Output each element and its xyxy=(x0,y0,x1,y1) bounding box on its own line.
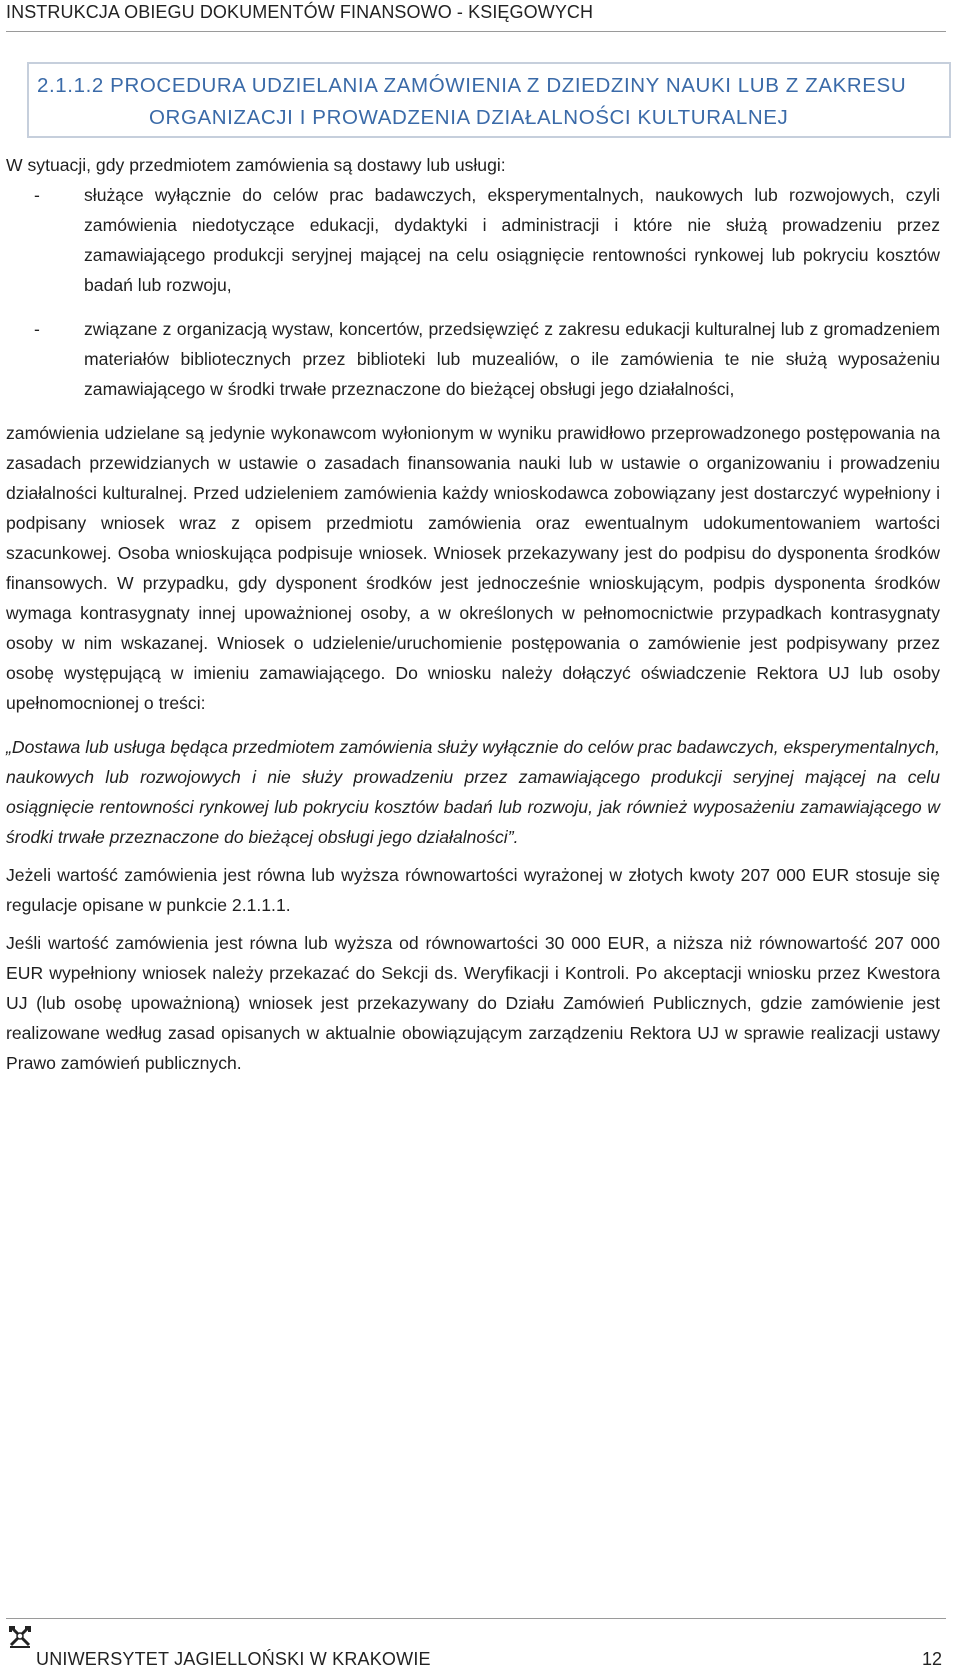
paragraph-procedure: zamówienia udzielane są jedynie wykonawcom wyłonionym w wyniku prawidłowo przeprowadzonego postępowania na zasadach przewidzianych w ustawie o zasadach finansowania nauki lub w ustawie o organizowaniu i prowadzeniu działalności kulturalnej. Przed udzieleniem zamówienia każdy wnioskodawca zobowiązany jest dostarczyć wypełniony i podpisany wniosek wraz z opisem przedmiotu zamówienia oraz ewentualnym udokumentowaniem wartości szacunkowej. Osoba wnioskująca podpisuje wniosek. Wniosek przekazywany jest do podpisu do dysponenta środków finansowych. W przypadku, gdy dysponent środków jest jednocześnie wnioskującym, podpis dysponenta środków wymaga kontrasygnaty innej upoważnionej osoby, a w określonych w pełnomocnictwie przypadkach kontrasygnaty osoby w nim wskazanej. Wniosek o udzielenie/uruchomienie postępowania o zamówienie jest podpisywany przez osobę występującą w imieniu zamawiającego. Do wniosku należy dołączyć oświadczenie Rektora UJ lub osoby upełnomocnionej o treści: xyxy=(6,423,940,713)
section-title xyxy=(37,70,939,134)
section-title-line1: 2.1.1.2 PROCEDURA UDZIELANIA ZAMÓWIENIA Z DZIEDZINY NAUKI LUB Z ZAKRESU xyxy=(37,74,907,97)
list-item xyxy=(6,180,940,300)
section-heading-box xyxy=(27,62,951,138)
page-number: 12 xyxy=(921,1649,942,1669)
document-body xyxy=(6,150,940,1078)
paragraph-threshold-high: Jeżeli wartość zamówienia jest równa lub wyższa równowartości wyrażonej w złotych kwoty 207 000 EUR stosuje się regulacje opisane w punkcie 2.1.1.1. xyxy=(6,865,940,915)
section-title-line2: ORGANIZACJI I PROWADZENIA DZIAŁALNOŚCI KULTURALNEJ xyxy=(149,106,789,129)
intro-text: W sytuacji, gdy przedmiotem zamówienia są dostawy lub usługi: xyxy=(6,155,506,175)
list-item-text: służące wyłącznie do celów prac badawczych, eksperymentalnych, naukowych lub rozwojowych, czyli zamówienia niedotyczące edukacji, dydaktyki i administracji i które nie służą prowadzeniu przez zamawiającego produkcji seryjnej mającej na celu osiągnięcie rentowności rynkowej lub pokryciu kosztów badań lub rozwoju, xyxy=(84,185,940,295)
list-dash: - xyxy=(34,185,40,205)
page-footer xyxy=(6,1618,946,1671)
institution-name: UNIWERSYTET JAGIELLOŃSKI W KRAKOWIE xyxy=(36,1649,431,1669)
list-item xyxy=(6,314,940,404)
paragraph-threshold-mid: Jeśli wartość zamówienia jest równa lub wyższa od równowartości 30 000 EUR, a niższa niż równowartość 207 000 EUR wypełniony wniosek należy przekazać do Sekcji ds. Weryfikacji i Kontroli. Po akceptacji wniosku przez Kwestora UJ (lub osobę upoważnioną) wniosek jest przekazywany do Działu Zamówień Publicznych, gdzie zamówienie jest realizowane według zasad opisanych w aktualnie obowiązującym zarządzeniu Rektora UJ w sprawie realizacji ustawy Prawo zamówień publicznych. xyxy=(6,933,940,1073)
university-crest-icon xyxy=(6,1623,34,1651)
list-item-text: związane z organizacją wystaw, koncertów, przedsięwzięć z zakresu edukacji kulturalnej lub z gromadzeniem materiałów bibliotecznych przez biblioteki lub muzealiów, o ile zamówienia te nie służą wyposażeniu zamawiającego w środki trwałe przeznaczone do bieżącej obsługi jego działalności, xyxy=(84,319,940,399)
document-title: INSTRUKCJA OBIEGU DOKUMENTÓW FINANSOWO - KSIĘGOWYCH xyxy=(6,2,594,22)
page-header xyxy=(6,2,946,32)
list-dash: - xyxy=(34,319,40,339)
declaration-quote: „Dostawa lub usługa będąca przedmiotem zamówienia służy wyłącznie do celów prac badawczych, eksperymentalnych, naukowych lub rozwojowych i nie służy prowadzeniu przez zamawiającego produkcji seryjnej mającej na celu osiągnięcie rentowności rynkowej lub pokryciu kosztów badań lub rozwoju, jak również wyposażeniu zamawiającego w środki trwałe przeznaczone do bieżącej obsługi jego działalności”. xyxy=(6,737,940,847)
